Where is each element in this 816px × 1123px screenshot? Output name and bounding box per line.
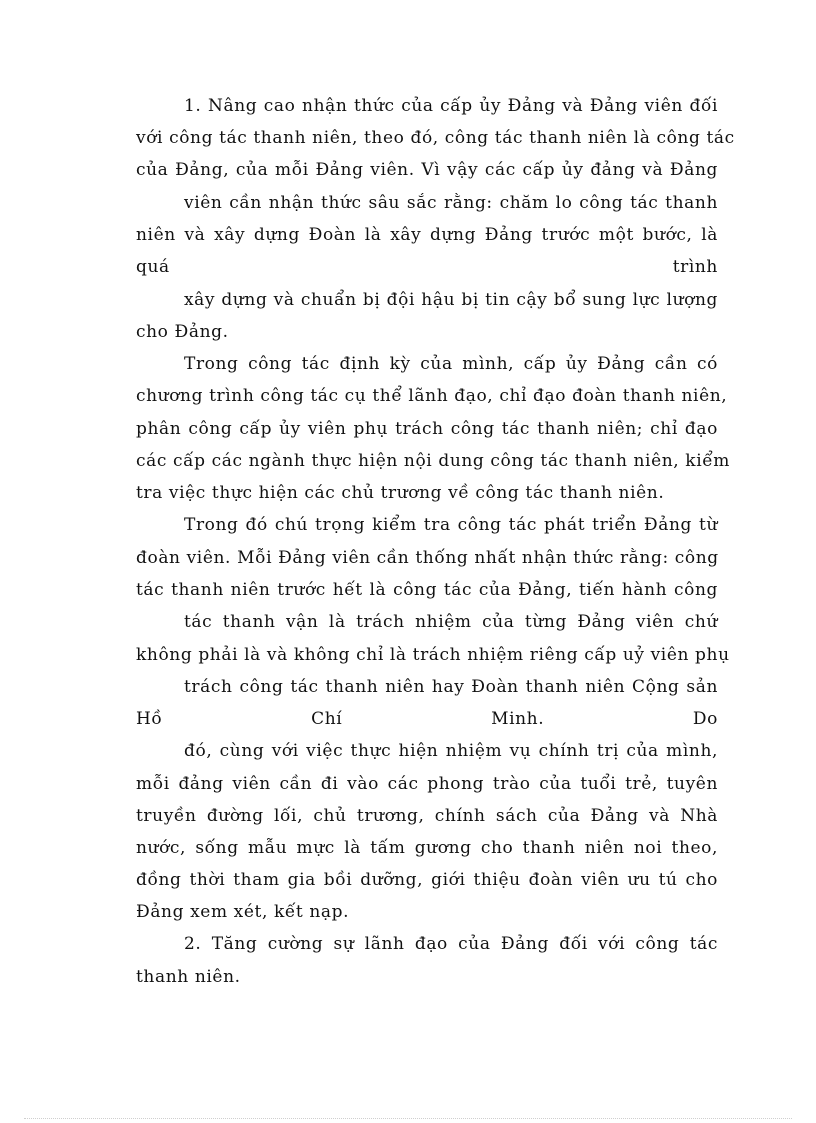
text-line: Hồ Chí Minh. Do bbox=[136, 709, 718, 729]
text-line: chương trình công tác cụ thể lãnh đạo, chỉ đạo đoàn thanh niên, bbox=[136, 386, 728, 406]
text-line: tác thanh vận là trách nhiệm của từng Đảng viên chứ bbox=[184, 612, 718, 632]
text-line: Trong đó chú trọng kiểm tra công tác phát triển Đảng từ bbox=[184, 515, 718, 535]
text-line: viên cần nhận thức sâu sắc rằng: chăm lo công tác thanh bbox=[184, 193, 718, 213]
text-line: truyền đường lối, chủ trương, chính sách của Đảng và Nhà bbox=[136, 806, 718, 826]
text-line: tác thanh niên trước hết là công tác của Đảng, tiến hành công bbox=[136, 580, 718, 600]
text-line: quá trình bbox=[136, 257, 718, 277]
text-line: mỗi đảng viên cần đi vào các phong trào của tuổi trẻ, tuyên bbox=[136, 774, 718, 794]
text-line: các cấp các ngành thực hiện nội dung công tác thanh niên, kiểm bbox=[136, 451, 731, 471]
text-line: 1. Nâng cao nhận thức của cấp ủy Đảng và Đảng viên đối bbox=[184, 96, 718, 116]
text-line: trách công tác thanh niên hay Đoàn thanh niên Cộng sản bbox=[184, 677, 718, 697]
text-line: của Đảng, của mỗi Đảng viên. Vì vậy các cấp ủy đảng và Đảng bbox=[136, 160, 718, 180]
text-line: tra việc thực hiện các chủ trương về công tác thanh niên. bbox=[136, 483, 665, 503]
text-line: phân công cấp ủy viên phụ trách công tác thanh niên; chỉ đạo bbox=[136, 419, 718, 439]
text-line: không phải là và không chỉ là trách nhiệm riêng cấp uỷ viên phụ bbox=[136, 645, 730, 665]
text-line: đồng thời tham gia bồi dưỡng, giới thiệu đoàn viên ưu tú cho bbox=[136, 870, 718, 890]
text-line: với công tác thanh niên, theo đó, công tác thanh niên là công tác bbox=[136, 128, 735, 148]
text-line: 2. Tăng cường sự lãnh đạo của Đảng đối với công tác bbox=[184, 934, 718, 954]
text-line: nước, sống mẫu mực là tấm gương cho thanh niên noi theo, bbox=[136, 838, 718, 858]
text-line: Trong công tác định kỳ của mình, cấp ủy Đảng cần có bbox=[184, 354, 718, 374]
text-line: đó, cùng với việc thực hiện nhiệm vụ chính trị của mình, bbox=[184, 741, 718, 761]
text-line: Đảng xem xét, kết nạp. bbox=[136, 902, 350, 922]
text-line: cho Đảng. bbox=[136, 322, 229, 342]
text-line: niên và xây dựng Đoàn là xây dựng Đảng trước một bước, là bbox=[136, 225, 718, 245]
text-line: đoàn viên. Mỗi Đảng viên cần thống nhất nhận thức rằng: công bbox=[136, 548, 719, 568]
text-line: thanh niên. bbox=[136, 967, 241, 987]
text-line: xây dựng và chuẩn bị đội hậu bị tin cậy bổ sung lực lượng bbox=[184, 290, 718, 310]
footer-divider bbox=[24, 1118, 792, 1119]
